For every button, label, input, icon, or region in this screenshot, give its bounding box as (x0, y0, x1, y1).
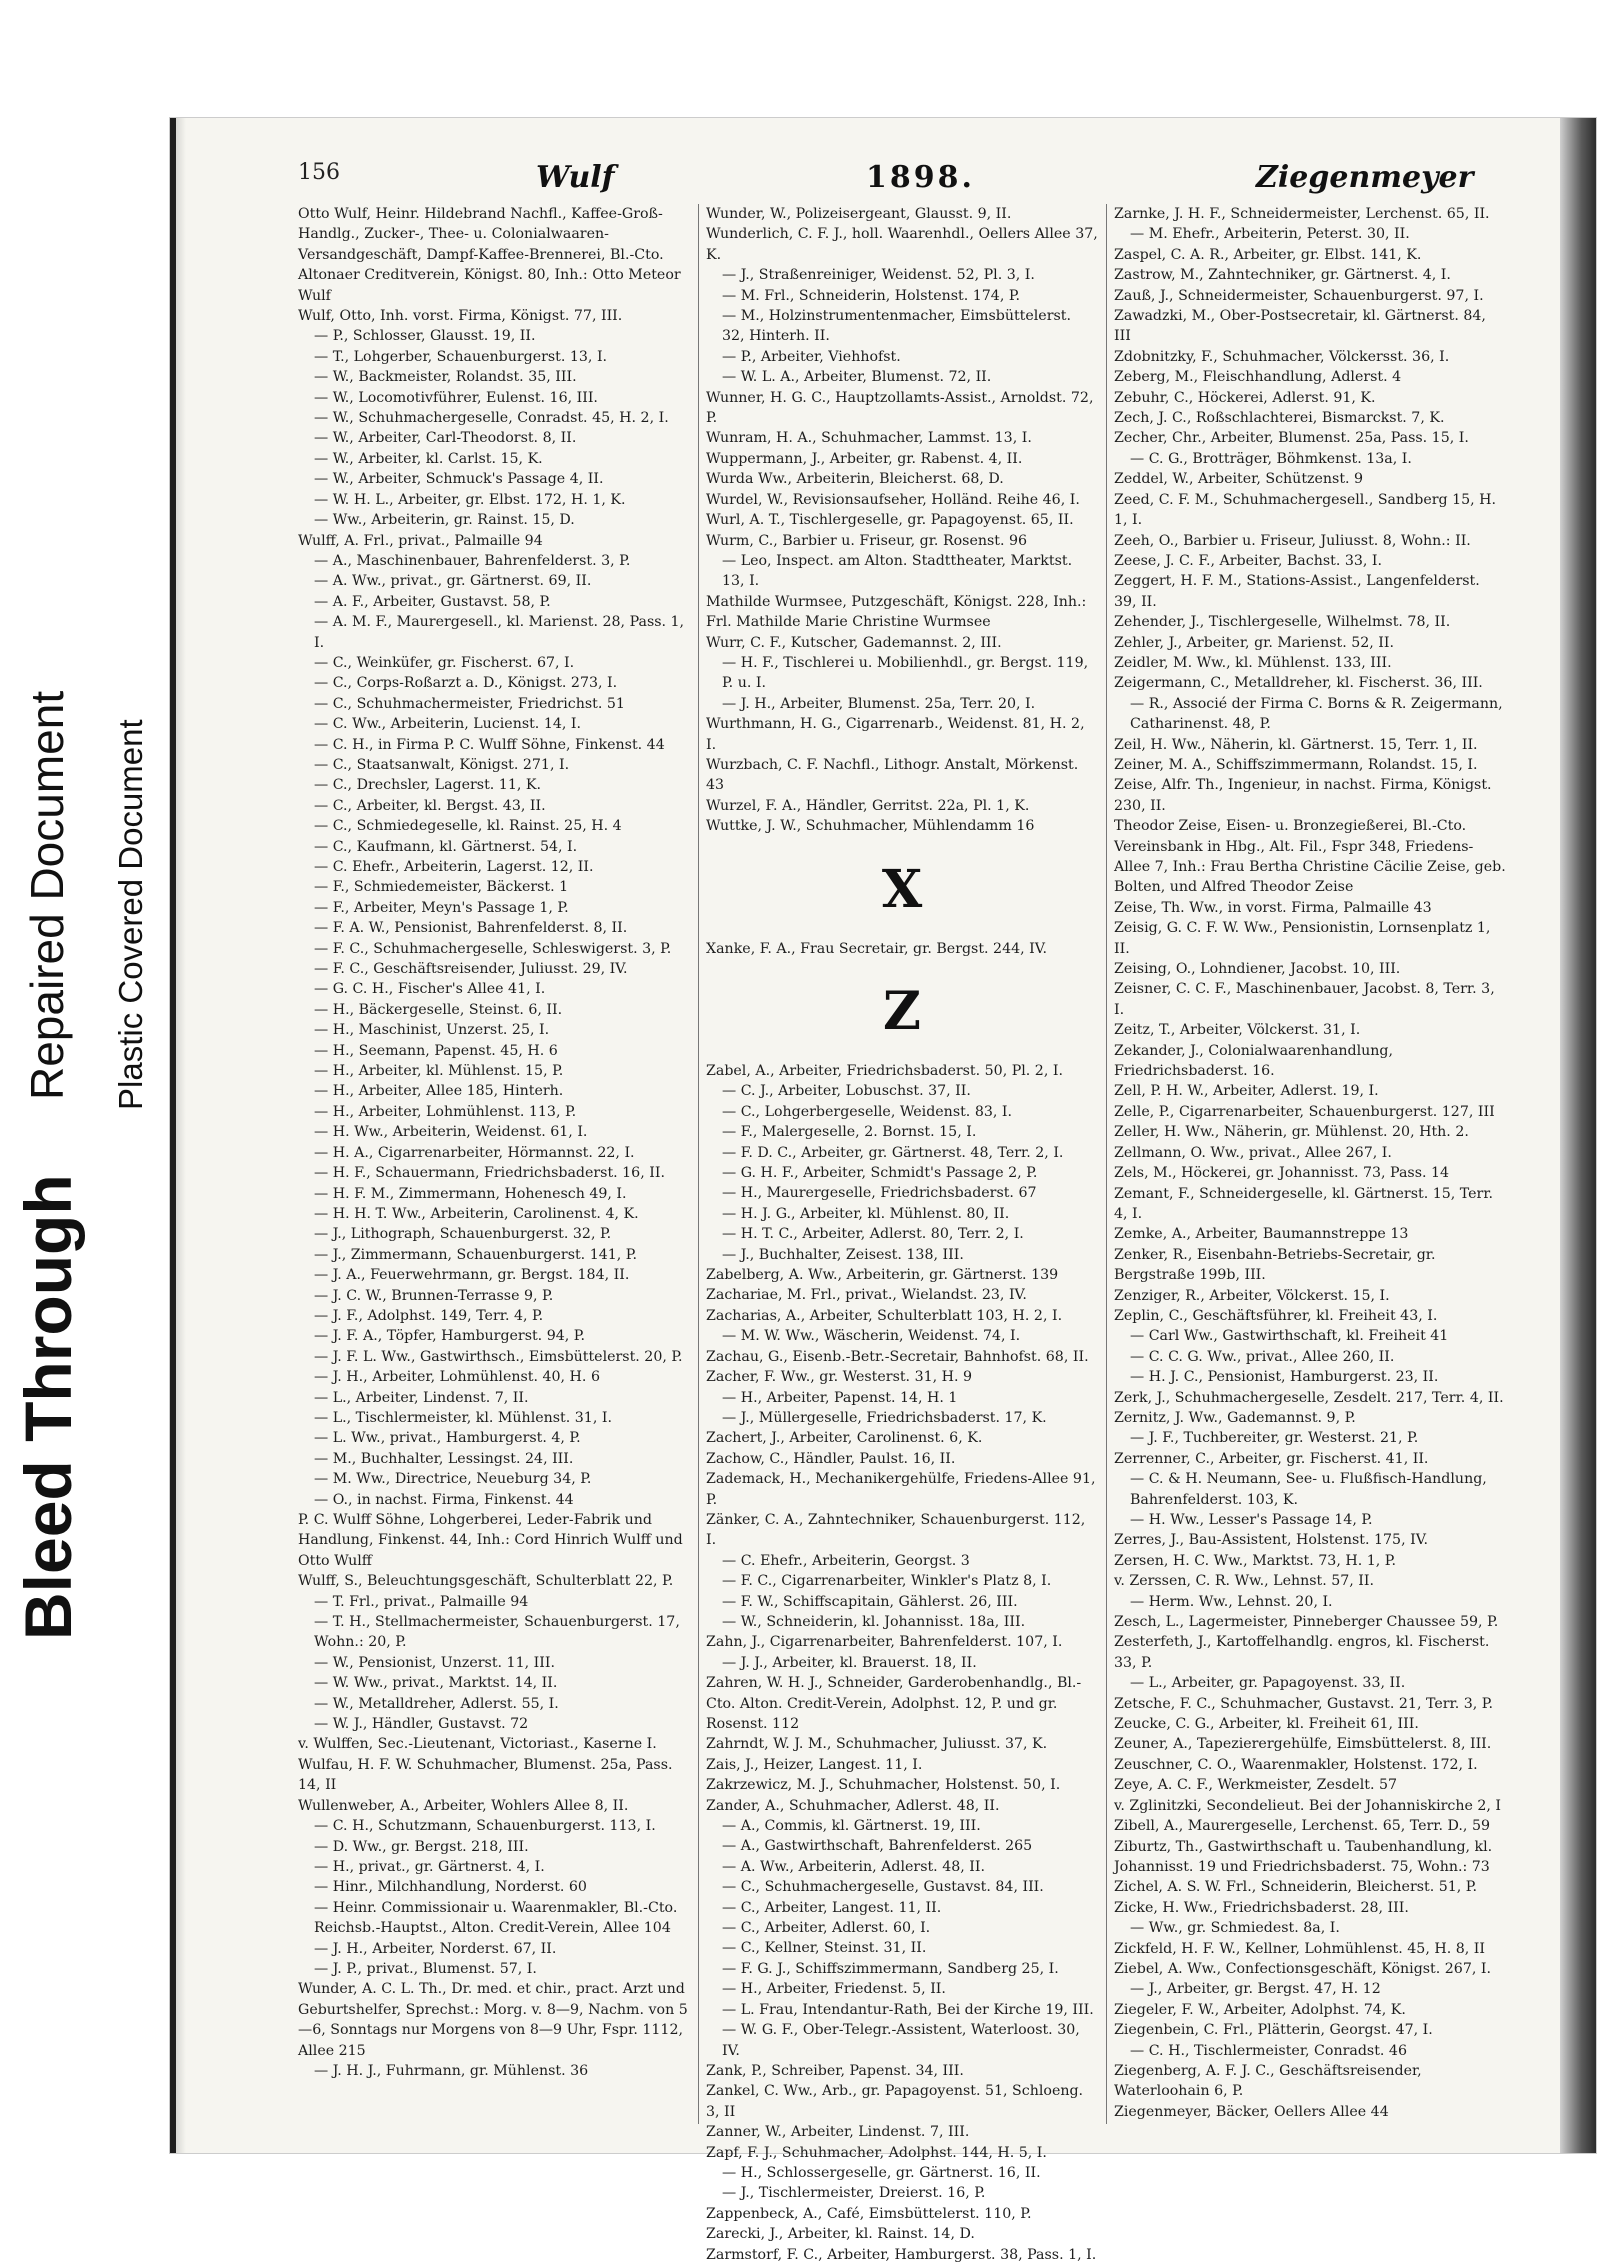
directory-entry: — A., Maschinenbauer, Bahrenfelderst. 3, P. (314, 552, 631, 569)
directory-entry: — A. F., Arbeiter, Gustavst. 58, P. (314, 593, 551, 610)
directory-entry: — F. C., Geschäftsreisender, Juliusst. 29, IV. (314, 961, 628, 978)
directory-entry: — W., Schuhmachergeselle, Conradst. 45, H. 2, I. (314, 410, 669, 427)
directory-entry: — C. J., Arbeiter, Lobuschst. 37, II. (722, 1083, 971, 1100)
directory-entry: Wurm, C., Barbier u. Friseur, gr. Rosenst. 96 (706, 532, 1028, 549)
directory-entry: — Ww., gr. Schmiedest. 8a, I. (1130, 1920, 1340, 1937)
directory-entry: P. C. Wulff Söhne, Lohgerberei, Leder-Fabrik und Handlung, Finkenst. 44, Inh.: Cord Hinrich Wulff und Otto Wulff (298, 1512, 683, 1569)
directory-entry: Zänker, C. A., Zahntechniker, Schauenburgerst. 112, I. (706, 1511, 1086, 1549)
directory-entry: Wurzel, F. A., Händler, Gerritst. 22a, Pl. 1, K. (706, 797, 1030, 814)
label-repaired-document: Repaired Document (21, 690, 73, 1100)
directory-entry: — C., Corps-Roßarzt a. D., Königst. 273, I. (314, 675, 618, 692)
directory-entry: — J. H. J., Fuhrmann, gr. Mühlenst. 36 (314, 2062, 589, 2079)
directory-entry: Zarmstorf, F. C., Arbeiter, Hamburgerst. 38, Pass. 1, I. (706, 2246, 1097, 2263)
directory-entry: — M. Ww., Directrice, Neueburg 34, P. (314, 1471, 592, 1488)
directory-entry: — C., Kaufmann, kl. Gärtnerst. 54, I. (314, 838, 578, 855)
directory-entry: — J., Tischlermeister, Dreierst. 16, P. (722, 2185, 986, 2202)
directory-entry: — W., Locomotivführer, Eulenst. 16, III. (314, 389, 598, 406)
directory-entry: Theodor Zeise, Eisen- u. Bronzegießerei, Bl.-Cto. Vereinsbank in Hbg., Alt. Fil., Fspr 348, Friedens-Allee 7, Inh.: Frau Bertha Christine Cäcilie Zeise, geb. Bolten, und Alfred Theodor Zeise (1114, 818, 1506, 896)
directory-entry: Zemant, F., Schneidergeselle, kl. Gärtnerst. 15, Terr. 4, I. (1114, 1185, 1494, 1222)
directory-entry: v. Zerssen, C. R. Ww., Lehnst. 57, II. (1114, 1573, 1375, 1590)
directory-entry: — C., Arbeiter, kl. Bergst. 43, II. (314, 797, 546, 814)
directory-entry: — F. C., Cigarrenarbeiter, Winkler's Platz 8, I. (722, 1573, 1052, 1590)
directory-entry: Zickfeld, H. F. W., Kellner, Lohmühlenst. 45, H. 8, II (1114, 1940, 1485, 1957)
directory-entry: Zernitz, J. Ww., Gademannst. 9, P. (1114, 1409, 1356, 1426)
directory-entry: — F. C., Schuhmachergeselle, Schleswigerst. 3, P. (314, 940, 672, 957)
directory-entry: — H., privat., gr. Gärtnerst. 4, I. (314, 1858, 545, 1875)
directory-entry: — L. Frau, Intendantur-Rath, Bei der Kirche 19, III. (722, 2001, 1094, 2018)
directory-entry: — W. Ww., privat., Marktst. 14, II. (314, 1675, 558, 1692)
directory-entry: Zakrzewicz, M. J., Schuhmacher, Holstenst. 50, I. (706, 1777, 1061, 1794)
directory-entry: Zeising, O., Lohndiener, Jacobst. 10, III. (1114, 961, 1401, 978)
directory-entry: — C. G., Brotträger, Böhmkenst. 13a, I. (1130, 450, 1412, 467)
directory-entry: Zeisig, G. C. F. W. Ww., Pensionistin, Lornsenplatz 1, II. (1114, 920, 1491, 957)
directory-entry: Zebuhr, C., Höckerei, Adlerst. 91, K. (1114, 389, 1376, 406)
directory-entry: Wuttke, J. W., Schuhmacher, Mühlendamm 16 (706, 818, 1035, 835)
directory-entry: — C. Ww., Arbeiterin, Lucienst. 14, I. (314, 716, 582, 733)
directory-entry: Zehender, J., Tischlergeselle, Wilhelmst. 78, II. (1114, 614, 1451, 631)
directory-entry: Ziegenbein, C. Frl., Plätterin, Georgst. 47, I. (1114, 2022, 1433, 2039)
directory-entry: — A. Ww., privat., gr. Gärtnerst. 69, II. (314, 573, 592, 590)
directory-entry: Wulff, S., Beleuchtungsgeschäft, Schulterblatt 22, P. (298, 1573, 674, 1590)
directory-entry: — T., Lohgerber, Schauenburgerst. 13, I. (314, 348, 608, 365)
directory-entry: — M. W. Ww., Wäscherin, Weidenst. 74, I. (722, 1328, 1021, 1345)
directory-entry: Ziegenberg, A. F. J. C., Geschäftsreisender, Waterloohain 6, P. (1114, 2062, 1422, 2100)
directory-entry: Wunder, A. C. L. Th., Dr. med. et chir., pract. Arzt und Geburtshelfer, Sprechst.: Morg. v. 8—9, Nachm. von 5—6, Sonntags nur Morgens von 8—9 Uhr, Fspr. 1112, Allee 215 (298, 1981, 688, 2059)
directory-entry: Ziegenmeyer, Bäcker, Oellers Allee 44 (1114, 2103, 1389, 2120)
directory-entry: Zeucke, C. G., Arbeiter, kl. Freiheit 61, III. (1114, 1716, 1419, 1733)
directory-entry: — J. P., privat., Blumenst. 57, I. (314, 1960, 537, 1977)
column-rule (698, 204, 699, 2124)
directory-entry: Zabel, A., Arbeiter, Friedrichsbaderst. 50, Pl. 2, I. (706, 1063, 1063, 1079)
directory-entry: — G. C. H., Fischer's Allee 41, I. (314, 981, 546, 998)
directory-entry: — M., Buchhalter, Lessingst. 24, III. (314, 1450, 574, 1467)
directory-entry: — F. G. J., Schiffszimmermann, Sandberg 25, I. (722, 1960, 1059, 1977)
page-left-edge (176, 118, 186, 2153)
directory-entry: v. Zglinitzki, Secondelieut. Bei der Johanniskirche 2, I (1114, 1797, 1502, 1814)
directory-entry: — W., Arbeiter, kl. Carlst. 15, K. (314, 450, 543, 467)
directory-entry: — J., Straßenreiniger, Weidenst. 52, Pl. 3, I. (722, 267, 1035, 284)
page-header (176, 160, 1560, 200)
directory-entry: Zellmann, O. Ww., privat., Allee 267, I. (1114, 1144, 1392, 1161)
directory-entry: — H., Schlossergeselle, gr. Gärtnerst. 16, II. (722, 2164, 1041, 2181)
directory-entry: — H., Bäckergeselle, Steinst. 6, II. (314, 1001, 563, 1018)
directory-entry: — C., Weinküfer, gr. Fischerst. 67, I. (314, 654, 575, 671)
directory-entry: Zander, A., Schuhmacher, Adlerst. 48, II. (706, 1797, 1000, 1814)
left-running-head: Wulf (536, 160, 615, 195)
directory-entry: Zesch, L., Lagermeister, Pinneberger Chaussee 59, P. (1114, 1614, 1499, 1631)
directory-entry: Wuppermann, J., Arbeiter, gr. Rabenst. 4, II. (706, 450, 1023, 467)
directory-entry: Zech, J. C., Roßschlachterei, Bismarckst. 7, K. (1114, 410, 1445, 427)
label-bleed-through: Bleed Through (11, 1174, 85, 1640)
directory-entry: — J. C. W., Brunnen-Terrasse 9, P. (314, 1287, 554, 1304)
directory-entry: Zicke, H. Ww., Friedrichsbaderst. 28, III. (1114, 1899, 1409, 1916)
directory-entry: — H., Arbeiter, Papenst. 14, H. 1 (722, 1389, 958, 1406)
directory-entry: — W. L. A., Arbeiter, Blumenst. 72, II. (722, 369, 992, 386)
directory-entry: — H. A., Cigarrenarbeiter, Hörmannst. 22, I. (314, 1144, 635, 1161)
directory-entry: Wulf, Otto, Inh. vorst. Firma, Königst. 77, III. (298, 308, 623, 325)
side-labels (0, 560, 170, 1760)
directory-entry: Zeese, J. C. F., Arbeiter, Bachst. 33, I. (1114, 552, 1383, 569)
directory-entry: — H. Ww., Arbeiterin, Weidenst. 61, I. (314, 1124, 588, 1141)
directory-entry: Zauß, J., Schneidermeister, Schauenburgerst. 97, I. (1114, 287, 1484, 304)
directory-entry: Zerrenner, C., Arbeiter, gr. Fischerst. 41, II. (1114, 1450, 1429, 1467)
directory-entry: — L., Arbeiter, gr. Papagoyenst. 33, II. (1130, 1675, 1406, 1692)
directory-entry: — J. J., Arbeiter, kl. Brauerst. 18, II. (722, 1654, 977, 1671)
directory-entry: Zeed, C. F. M., Schuhmachergesell., Sandberg 15, H. 1, I. (1114, 491, 1497, 529)
directory-entry: Zdobnitzky, F., Schuhmacher, Völckersst. 36, I. (1114, 348, 1450, 365)
directory-entry: Zersen, H. C. Ww., Marktst. 73, H. 1, P. (1114, 1552, 1396, 1569)
directory-entry: — D. Ww., gr. Bergst. 218, III. (314, 1838, 529, 1855)
directory-entry: — C. Ehefr., Arbeiterin, Lagerst. 12, II. (314, 859, 594, 875)
directory-entry: Zademack, H., Mechanikergehülfe, Friedens-Allee 91, P. (706, 1471, 1096, 1508)
directory-entry: Zacharias, A., Arbeiter, Schulterblatt 103, H. 2, I. (706, 1307, 1063, 1324)
directory-entry: — J., Zimmermann, Schauenburgerst. 141, P. (314, 1246, 637, 1263)
directory-entry: Zeigermann, C., Metalldreher, kl. Fischerst. 36, III. (1114, 675, 1483, 692)
directory-entry: — L., Arbeiter, Lindenst. 7, II. (314, 1389, 529, 1406)
directory-entry: — C., Arbeiter, Langest. 11, II. (722, 1899, 942, 1916)
directory-entry: Wurda Ww., Arbeiterin, Bleicherst. 68, D. (706, 471, 1004, 488)
directory-entry: — A. M. F., Maurergesell., kl. Marienst. 28, Pass. 1, I. (314, 614, 685, 651)
directory-entry: Mathilde Wurmsee, Putzgeschäft, Königst. 228, Inh.: Frl. Mathilde Marie Christine Wurmsee (706, 593, 1087, 631)
directory-entry: Zeiner, M. A., Schiffszimmermann, Rolandst. 15, I. (1114, 756, 1478, 773)
directory-entry: Wunder, W., Polizeisergeant, Glausst. 9, II. (706, 206, 1012, 222)
directory-entry: Zibell, A., Maurergeselle, Lerchenst. 65, Terr. D., 59 (1114, 1818, 1490, 1835)
directory-entry: Zekander, J., Colonialwaarenhandlung, Friedrichsbaderst. 16. (1114, 1042, 1394, 1080)
directory-entry: Wurdel, W., Revisionsaufseher, Holländ. Reihe 46, I. (706, 491, 1080, 508)
directory-column-2 (706, 204, 1098, 2263)
directory-entry: Wurzbach, C. F. Nachfl., Lithogr. Anstalt, Mörkenst. 43 (706, 756, 1079, 794)
directory-entry: Zahren, W. H. J., Schneider, Garderobenhandlg., Bl.-Cto. Alton. Credit-Verein, Adolphst. 12, P. und gr. Rosenst. 112 (706, 1675, 1082, 1732)
directory-entry: Zeye, A. C. F., Werkmeister, Zesdelt. 57 (1114, 1777, 1398, 1794)
directory-entry: — J., Müllergeselle, Friedrichsbaderst. 17, K. (722, 1409, 1047, 1426)
directory-entry: — C., Lohgerbergeselle, Weidenst. 83, I. (722, 1103, 1013, 1120)
directory-entry: Zesterfeth, J., Kartoffelhandlg. engros, kl. Fischerst. 33, P. (1114, 1634, 1490, 1671)
directory-entry: Zehler, J., Arbeiter, gr. Marienst. 52, II. (1114, 634, 1395, 651)
directory-entry: Xanke, F. A., Frau Secretair, gr. Bergst. 244, IV. (706, 940, 1048, 957)
directory-entry: — M., Holzinstrumentenmacher, Eimsbüttelerst. 32, Hinterh. II. (722, 308, 1071, 345)
directory-entry: — P., Arbeiter, Viehhofst. (722, 348, 901, 365)
directory-entry: — F., Arbeiter, Meyn's Passage 1, P. (314, 899, 569, 916)
directory-entry: Zeitz, T., Arbeiter, Völckerst. 31, I. (1114, 1022, 1361, 1039)
directory-column-3 (1114, 204, 1506, 2134)
directory-entry: — W., Arbeiter, Schmuck's Passage 4, II. (314, 471, 604, 488)
directory-entry: — H., Arbeiter, Friedenst. 5, II. (722, 1981, 946, 1998)
directory-entry: — F. W., Schiffscapitain, Gählerst. 26, III. (722, 1593, 1018, 1610)
directory-entry: — J. H., Arbeiter, Norderst. 67, II. (314, 1940, 557, 1957)
directory-entry: Zanner, W., Arbeiter, Lindenst. 7, III. (706, 2124, 970, 2141)
directory-entry: — J. F., Tuchbereiter, gr. Westerst. 21, P. (1130, 1430, 1419, 1447)
directory-entry: Zachau, G., Eisenb.-Betr.-Secretair, Bahnhofst. 68, II. (706, 1348, 1089, 1365)
directory-entry: Zappenbeck, A., Café, Eimsbüttelerst. 110, P. (706, 2205, 1032, 2222)
directory-entry: Zachert, J., Arbeiter, Carolinenst. 6, K. (706, 1430, 983, 1447)
directory-entry: — W. G. F., Ober-Telegr.-Assistent, Waterloost. 30, IV. (722, 2022, 1080, 2059)
directory-entry: Zarecki, J., Arbeiter, kl. Rainst. 14, D. (706, 2226, 975, 2243)
directory-entry: — Hinr., Milchhandlung, Norderst. 60 (314, 1879, 587, 1896)
directory-entry: — Leo, Inspect. am Alton. Stadttheater, Marktst. 13, I. (722, 552, 1073, 590)
directory-entry: Zarnke, J. H. F., Schneidermeister, Lerchenst. 65, II. (1114, 206, 1490, 222)
page-binding-shadow (1560, 118, 1596, 2153)
directory-entry: — C., Drechsler, Lagerst. 11, K. (314, 777, 541, 794)
directory-entry: Zeise, Th. Ww., in vorst. Firma, Palmaille 43 (1114, 899, 1432, 916)
directory-entry: Zeddel, W., Arbeiter, Schützenst. 9 (1114, 471, 1364, 488)
directory-entry: Wunram, H. A., Schuhmacher, Lammst. 13, I. (706, 430, 1032, 447)
directory-entry: — C. Ehefr., Arbeiterin, Georgst. 3 (722, 1552, 970, 1569)
page-year: 1898. (866, 160, 975, 195)
directory-entry: — O., in nachst. Firma, Finkenst. 44 (314, 1491, 574, 1508)
directory-entry: — W., Metalldreher, Adlerst. 55, I. (314, 1695, 559, 1712)
directory-entry: Wunner, H. G. C., Hauptzollamts-Assist., Arnoldst. 72, P. (706, 389, 1094, 427)
directory-entry: Wurthmann, H. G., Cigarrenarb., Weidenst. 81, H. 2, I. (706, 716, 1085, 753)
directory-entry: — Herm. Ww., Lehnst. 20, I. (1130, 1593, 1333, 1610)
directory-entry: Zeller, H. Ww., Näherin, gr. Mühlenst. 20, Hth. 2. (1114, 1124, 1469, 1141)
directory-entry: Zahn, J., Cigarrenarbeiter, Bahrenfelderst. 107, I. (706, 1634, 1063, 1651)
directory-entry: Zemke, A., Arbeiter, Baumannstreppe 13 (1114, 1226, 1409, 1243)
directory-entry: Zerres, J., Bau-Assistent, Holstenst. 175, IV. (1114, 1532, 1428, 1549)
directory-entry: — F., Schmiedemeister, Bäckerst. 1 (314, 879, 569, 896)
directory-entry: Zeuschner, C. O., Waarenmakler, Holstenst. 172, I. (1114, 1756, 1478, 1773)
directory-entry: — J., Buchhalter, Zeisest. 138, III. (722, 1246, 964, 1263)
directory-entry: — C. H., in Firma P. C. Wulff Söhne, Finkenst. 44 (314, 736, 665, 753)
page-number: 156 (298, 160, 340, 185)
right-running-head: Ziegenmeyer (1256, 160, 1474, 195)
directory-entry: — J. F., Adolphst. 149, Terr. 4, P. (314, 1307, 544, 1324)
directory-entry: Zels, M., Höckerei, gr. Johannisst. 73, Pass. 14 (1114, 1165, 1450, 1182)
directory-entry: Ziegeler, F. W., Arbeiter, Adolphst. 74, K. (1114, 2001, 1406, 2018)
directory-entry: — F. D. C., Arbeiter, gr. Gärtnerst. 48, Terr. 2, I. (722, 1144, 1064, 1161)
directory-column-1 (298, 204, 690, 2134)
directory-entry: — C. C. G. Ww., privat., Allee 260, II. (1130, 1348, 1395, 1365)
directory-entry: Zacher, F. Ww., gr. Westerst. 31, H. 9 (706, 1369, 973, 1386)
directory-entry: — J., Lithograph, Schauenburgerst. 32, P. (314, 1226, 612, 1243)
directory-entry: — H. F., Schauermann, Friedrichsbaderst. 16, II. (314, 1165, 665, 1182)
directory-entry: — J. F. A., Töpfer, Hamburgerst. 94, P. (314, 1328, 585, 1345)
directory-entry: — L. Ww., privat., Hamburgerst. 4, P. (314, 1430, 581, 1447)
directory-entry: — W., Arbeiter, Carl-Theodorst. 8, II. (314, 430, 577, 447)
directory-entry: — F. A. W., Pensionist, Bahrenfelderst. 8, II. (314, 920, 628, 937)
directory-entry: Zais, J., Heizer, Langest. 11, I. (706, 1756, 923, 1773)
directory-entry: Zerk, J., Schuhmachergeselle, Zesdelt. 217, Terr. 4, II. (1114, 1389, 1504, 1406)
directory-entry: — C., Kellner, Steinst. 31, II. (722, 1940, 927, 1957)
directory-entry: — H., Arbeiter, Allee 185, Hinterh. (314, 1083, 564, 1100)
directory-entry: — W., Pensionist, Unzerst. 11, III. (314, 1654, 555, 1671)
directory-entry: — C., Schuhmachergeselle, Gustavst. 84, III. (722, 1879, 1044, 1896)
directory-entry: — T. Frl., privat., Palmaille 94 (314, 1593, 529, 1610)
directory-entry: — W., Backmeister, Rolandst. 35, III. (314, 369, 577, 386)
directory-entry: — R., Associé der Firma C. Borns & R. Zeigermann, Catharinenst. 48, P. (1130, 695, 1503, 733)
directory-entry: Zank, P., Schreiber, Papenst. 34, III. (706, 2062, 964, 2079)
directory-entry: Zabelberg, A. Ww., Arbeiterin, gr. Gärtnerst. 139 (706, 1267, 1059, 1284)
directory-entry: — A., Commis, kl. Gärtnerst. 19, III. (722, 1818, 981, 1835)
directory-entry: Wurr, C. F., Kutscher, Gademannst. 2, III. (706, 634, 1002, 651)
directory-entry: — H. Ww., Lesser's Passage 14, P. (1130, 1512, 1373, 1528)
directory-entry: Zenziger, R., Arbeiter, Völckerst. 15, I. (1114, 1287, 1390, 1304)
directory-entry: Zichel, A. S. W. Frl., Schneiderin, Bleicherst. 51, P. (1114, 1879, 1477, 1896)
directory-entry: Zawadzki, M., Ober-Postsecretair, kl. Gärtnerst. 84, III (1114, 308, 1486, 345)
directory-entry: Zeplin, C., Geschäftsführer, kl. Freiheit 43, I. (1114, 1307, 1438, 1324)
directory-entry: — W. J., Händler, Gustavst. 72 (314, 1716, 529, 1733)
directory-entry: Zastrow, M., Zahntechniker, gr. Gärtnerst. 4, I. (1114, 267, 1451, 284)
directory-entry: — H., Seemann, Papenst. 45, H. 6 (314, 1042, 558, 1059)
directory-entry: Zeggert, H. F. M., Stations-Assist., Langenfelderst. 39, II. (1114, 573, 1480, 610)
directory-entry: Zelle, P., Cigarrenarbeiter, Schauenburgerst. 127, III (1114, 1103, 1495, 1120)
directory-entry: Zapf, F. J., Schuhmacher, Adolphst. 144, H. 5, I. (706, 2144, 1047, 2161)
directory-entry: — C., Arbeiter, Adlerst. 60, I. (722, 1920, 931, 1937)
directory-entry: Zeuner, A., Tapezierergehülfe, Eimsbüttelerst. 8, III. (1114, 1736, 1492, 1753)
directory-entry: Zachariae, M. Frl., privat., Wielandst. 23, IV. (706, 1287, 1027, 1304)
directory-entry: — C., Schuhmachermeister, Friedrichst. 51 (314, 695, 625, 712)
directory-entry: — C., Staatsanwalt, Königst. 271, I. (314, 756, 570, 773)
directory-entry: — Carl Ww., Gastwirthschaft, kl. Freiheit 41 (1130, 1328, 1449, 1345)
directory-entry: Zeeh, O., Barbier u. Friseur, Juliusst. 8, Wohn.: II. (1114, 532, 1471, 549)
directory-entry: Ziebel, A. Ww., Confectionsgeschäft, Königst. 267, I. (1114, 1960, 1491, 1977)
directory-entry: — C. & H. Neumann, See- u. Flußfisch-Handlung, Bahrenfelderst. 103, K. (1130, 1471, 1487, 1508)
label-plastic-covered-document: Plastic Covered Document (112, 719, 149, 1110)
directory-entry: — P., Schlosser, Glausst. 19, II. (314, 328, 536, 345)
directory-entry: — H., Arbeiter, kl. Mühlenst. 15, P. (314, 1063, 564, 1080)
directory-entry: Wullenweber, A., Arbeiter, Wohlers Allee 8, II. (298, 1797, 629, 1814)
directory-entry: Wunderlich, C. F. J., holl. Waarenhdl., Oellers Allee 37, K. (706, 226, 1098, 263)
directory-entry: v. Wulffen, Sec.-Lieutenant, Victoriast., Kaserne I. (298, 1736, 657, 1753)
directory-entry: Zaspel, C. A. R., Arbeiter, gr. Elbst. 141, K. (1114, 246, 1422, 263)
column-rule (1106, 204, 1107, 2124)
directory-page (170, 118, 1596, 2263)
directory-entry: — G. H. F., Arbeiter, Schmidt's Passage 2, P. (722, 1165, 1038, 1182)
directory-entry: — J., Arbeiter, gr. Bergst. 47, H. 12 (1130, 1981, 1381, 1998)
directory-entry: Zeil, H. Ww., Näherin, kl. Gärtnerst. 15, Terr. 1, II. (1114, 736, 1478, 753)
directory-entry: — H. F., Tischlerei u. Mobilienhdl., gr. Bergst. 119, P. u. I. (722, 654, 1089, 692)
directory-entry: Otto Wulf, Heinr. Hildebrand Nachfl., Kaffee-Groß-Handlg., Zucker-, Thee- u. Colonialwaaren-Versandgeschäft, Dampf-Kaffee-Brennerei, Bl.-Cto. Altonaer Creditverein, Königst. 80, Inh.: Otto Meteor Wulf (298, 206, 681, 304)
directory-entry: Zeisner, C. C. F., Maschinenbauer, Jacobst. 8, Terr. 3, I. (1114, 981, 1495, 1018)
directory-entry: — C. H., Tischlermeister, Conradst. 46 (1130, 2042, 1407, 2059)
directory-entry: Zeberg, M., Fleischhandlung, Adlerst. 4 (1114, 369, 1402, 386)
directory-entry: — C., Schmiedegeselle, kl. Rainst. 25, H. 4 (314, 818, 622, 835)
directory-entry: — W. H. L., Arbeiter, gr. Elbst. 172, H. 1, K. (314, 491, 626, 508)
directory-entry: — W., Schneiderin, kl. Johannisst. 18a, III. (722, 1613, 1026, 1630)
directory-entry: — M. Frl., Schneiderin, Holstenst. 174, P. (722, 287, 1021, 304)
directory-entry: Zahrndt, W. J. M., Schuhmacher, Juliusst. 37, K. (706, 1736, 1048, 1753)
directory-entry: — J. F. L. Ww., Gastwirthsch., Eimsbüttelerst. 20, P. (314, 1348, 683, 1365)
directory-entry: — M. Ehefr., Arbeiterin, Peterst. 30, II. (1130, 226, 1410, 243)
directory-entry: — H., Maschinist, Unzerst. 25, I. (314, 1022, 550, 1039)
directory-entry: — T. H., Stellmachermeister, Schauenburgerst. 17, Wohn.: 20, P. (314, 1614, 680, 1651)
directory-entry: — Heinr. Commissionair u. Waarenmakler, Bl.-Cto. Reichsb.-Hauptst., Alton. Credit-Verein, Allee 104 (314, 1899, 678, 1937)
directory-entry: — H., Arbeiter, Lohmühlenst. 113, P. (314, 1103, 577, 1120)
directory-entry: Wulfau, H. F. W. Schuhmacher, Blumenst. 25a, Pass. 14, II (298, 1756, 673, 1794)
section-letter: Z (883, 981, 921, 1042)
directory-entry: — H. F. M., Zimmermann, Hohenesch 49, I. (314, 1185, 627, 1202)
directory-entry: — H. J. C., Pensionist, Hamburgerst. 23, II. (1130, 1369, 1439, 1386)
directory-entry: Zetsche, F. C., Schuhmacher, Gustavst. 21, Terr. 3, P. (1114, 1695, 1493, 1712)
directory-entry: — L., Tischlermeister, kl. Mühlenst. 31, I. (314, 1409, 612, 1426)
directory-entry: Zankel, C. Ww., Arb., gr. Papagoyenst. 51, Schloeng. 3, II (706, 2083, 1084, 2120)
directory-entry: Zeise, Alfr. Th., Ingenieur, in nachst. Firma, Königst. 230, II. (1114, 777, 1492, 814)
directory-entry: — J. H., Arbeiter, Lohmühlenst. 40, H. 6 (314, 1369, 600, 1386)
directory-entry: — F., Malergeselle, 2. Bornst. 15, I. (722, 1124, 977, 1141)
directory-entry: Wurl, A. T., Tischlergeselle, gr. Papagoyenst. 65, II. (706, 512, 1074, 529)
directory-entry: — H. J. G., Arbeiter, kl. Mühlenst. 80, II. (722, 1205, 1010, 1222)
directory-entry: Zenker, R., Eisenbahn-Betriebs-Secretair, gr. Bergstraße 199b, III. (1114, 1246, 1436, 1284)
directory-entry: — H. T. C., Arbeiter, Adlerst. 80, Terr. 2, I. (722, 1226, 1024, 1243)
section-letter: X (881, 858, 923, 920)
directory-entry: Zecher, Chr., Arbeiter, Blumenst. 25a, Pass. 15, I. (1114, 430, 1469, 447)
directory-entry: — Ww., Arbeiterin, gr. Rainst. 15, D. (314, 512, 575, 529)
directory-entry: — H., Maurergeselle, Friedrichsbaderst. 67 (722, 1185, 1037, 1202)
directory-entry: Zachow, C., Händler, Paulst. 16, II. (706, 1450, 956, 1467)
directory-entry: — J. H., Arbeiter, Blumenst. 25a, Terr. 20, I. (722, 695, 1036, 712)
directory-entry: — C. H., Schutzmann, Schauenburgerst. 113, I. (314, 1818, 656, 1835)
directory-entry: Ziburtz, Th., Gastwirthschaft u. Taubenhandlung, kl. Johannisst. 19 und Friedrichsbaderst. 75, Wohn.: 73 (1114, 1838, 1493, 1875)
directory-entry: — A. Ww., Arbeiterin, Adlerst. 48, II. (722, 1858, 985, 1875)
directory-entry: Wulff, A. Frl., privat., Palmaille 94 (298, 532, 543, 549)
directory-entry: — J. A., Feuerwehrmann, gr. Bergst. 184, II. (314, 1267, 630, 1284)
directory-entry: Zell, P. H. W., Arbeiter, Adlerst. 19, I. (1114, 1083, 1379, 1100)
directory-entry: — H. H. T. Ww., Arbeiterin, Carolinenst. 4, K. (314, 1205, 639, 1222)
directory-entry: Zeidler, M. Ww., kl. Mühlenst. 133, III. (1114, 654, 1392, 671)
directory-entry: — A., Gastwirthschaft, Bahrenfelderst. 265 (722, 1838, 1033, 1855)
